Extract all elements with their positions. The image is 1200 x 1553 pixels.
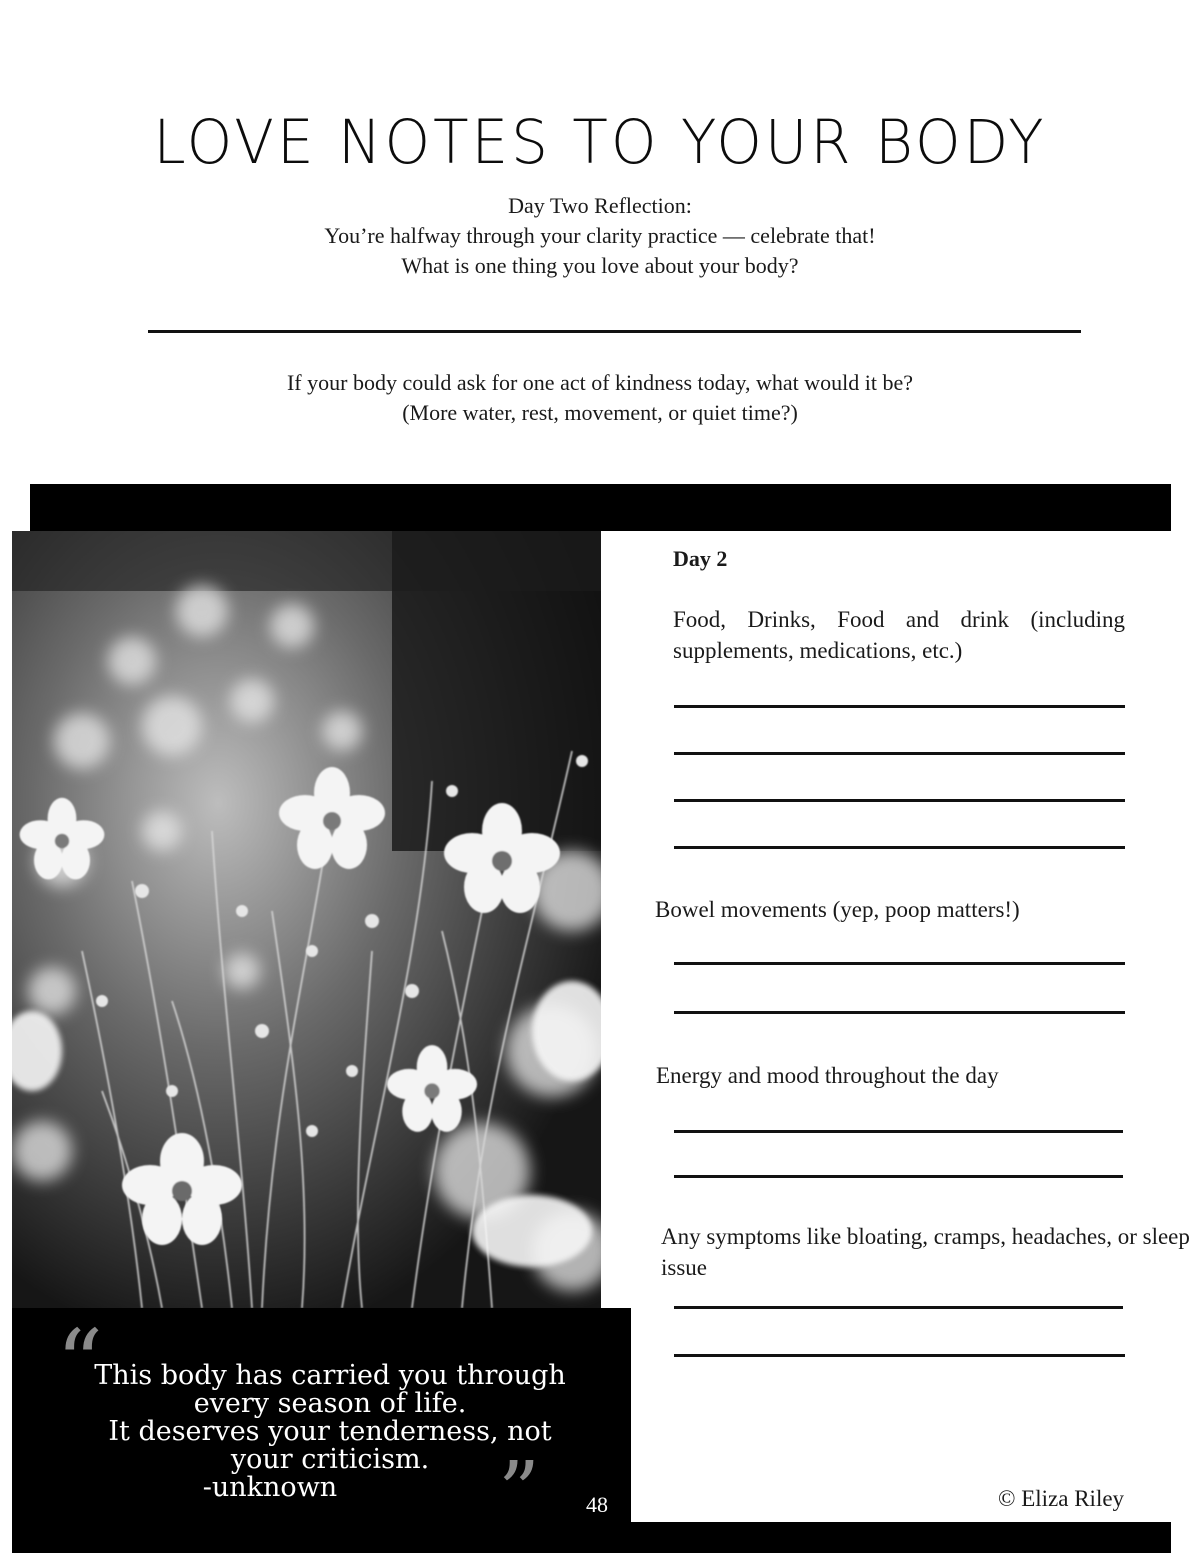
divider-band [30,484,1171,531]
open-quote-icon: “ [56,1310,104,1417]
quote-line-2: every season of life. [193,1388,467,1419]
flower-photo-illustration [12,531,601,1308]
bowel-answer-line[interactable] [674,962,1125,965]
quote-line-4: your criticism. [230,1444,430,1475]
bowel-answer-line[interactable] [674,1011,1125,1014]
quote-line-3: It deserves your tenderness, not [108,1416,552,1447]
food-answer-line[interactable] [674,846,1125,849]
energy-answer-line[interactable] [674,1175,1123,1178]
day-label: Day 2 [673,546,728,571]
reflection-line-2: What is one thing you love about your body? [401,253,799,278]
flower-photo [12,531,601,1308]
bowel-prompt: Bowel movements (yep, poop matters!) [655,897,1020,922]
close-quote-icon: ” [498,1445,540,1540]
quote-attribution: -unknown [202,1472,338,1503]
food-answer-line[interactable] [674,705,1125,708]
symptoms-answer-line[interactable] [674,1354,1125,1357]
reflection-heading: Day Two Reflection: [508,193,692,218]
kindness-prompt-line-1: If your body could ask for one act of kindness today, what would it be? [286,370,914,395]
symptoms-answer-line[interactable] [674,1306,1123,1309]
food-prompt: Food, Drinks, Food and drink (including supplements, medications, etc.) [673,607,1125,663]
kindness-prompt-line-2: (More water, rest, movement, or quiet time?) [402,400,798,425]
quote-line-1: This body has carried you through [94,1360,566,1391]
food-answer-line[interactable] [674,799,1125,802]
energy-answer-line[interactable] [674,1130,1123,1133]
reflection-line-1: You’re halfway through your clarity practice — celebrate that! [324,223,876,248]
reflection-answer-line[interactable] [148,330,1081,333]
food-answer-line[interactable] [674,752,1125,755]
symptoms-prompt: Any symptoms like bloating, cramps, headaches, or sleep issue [661,1224,1190,1280]
energy-prompt: Energy and mood throughout the day [656,1063,999,1088]
page-number: 48 [586,1492,608,1517]
bottom-band [631,1522,1171,1553]
page-title: LOVE NOTES TO YOUR BODY [153,106,1047,178]
copyright-text: © Eliza Riley [998,1486,1125,1511]
